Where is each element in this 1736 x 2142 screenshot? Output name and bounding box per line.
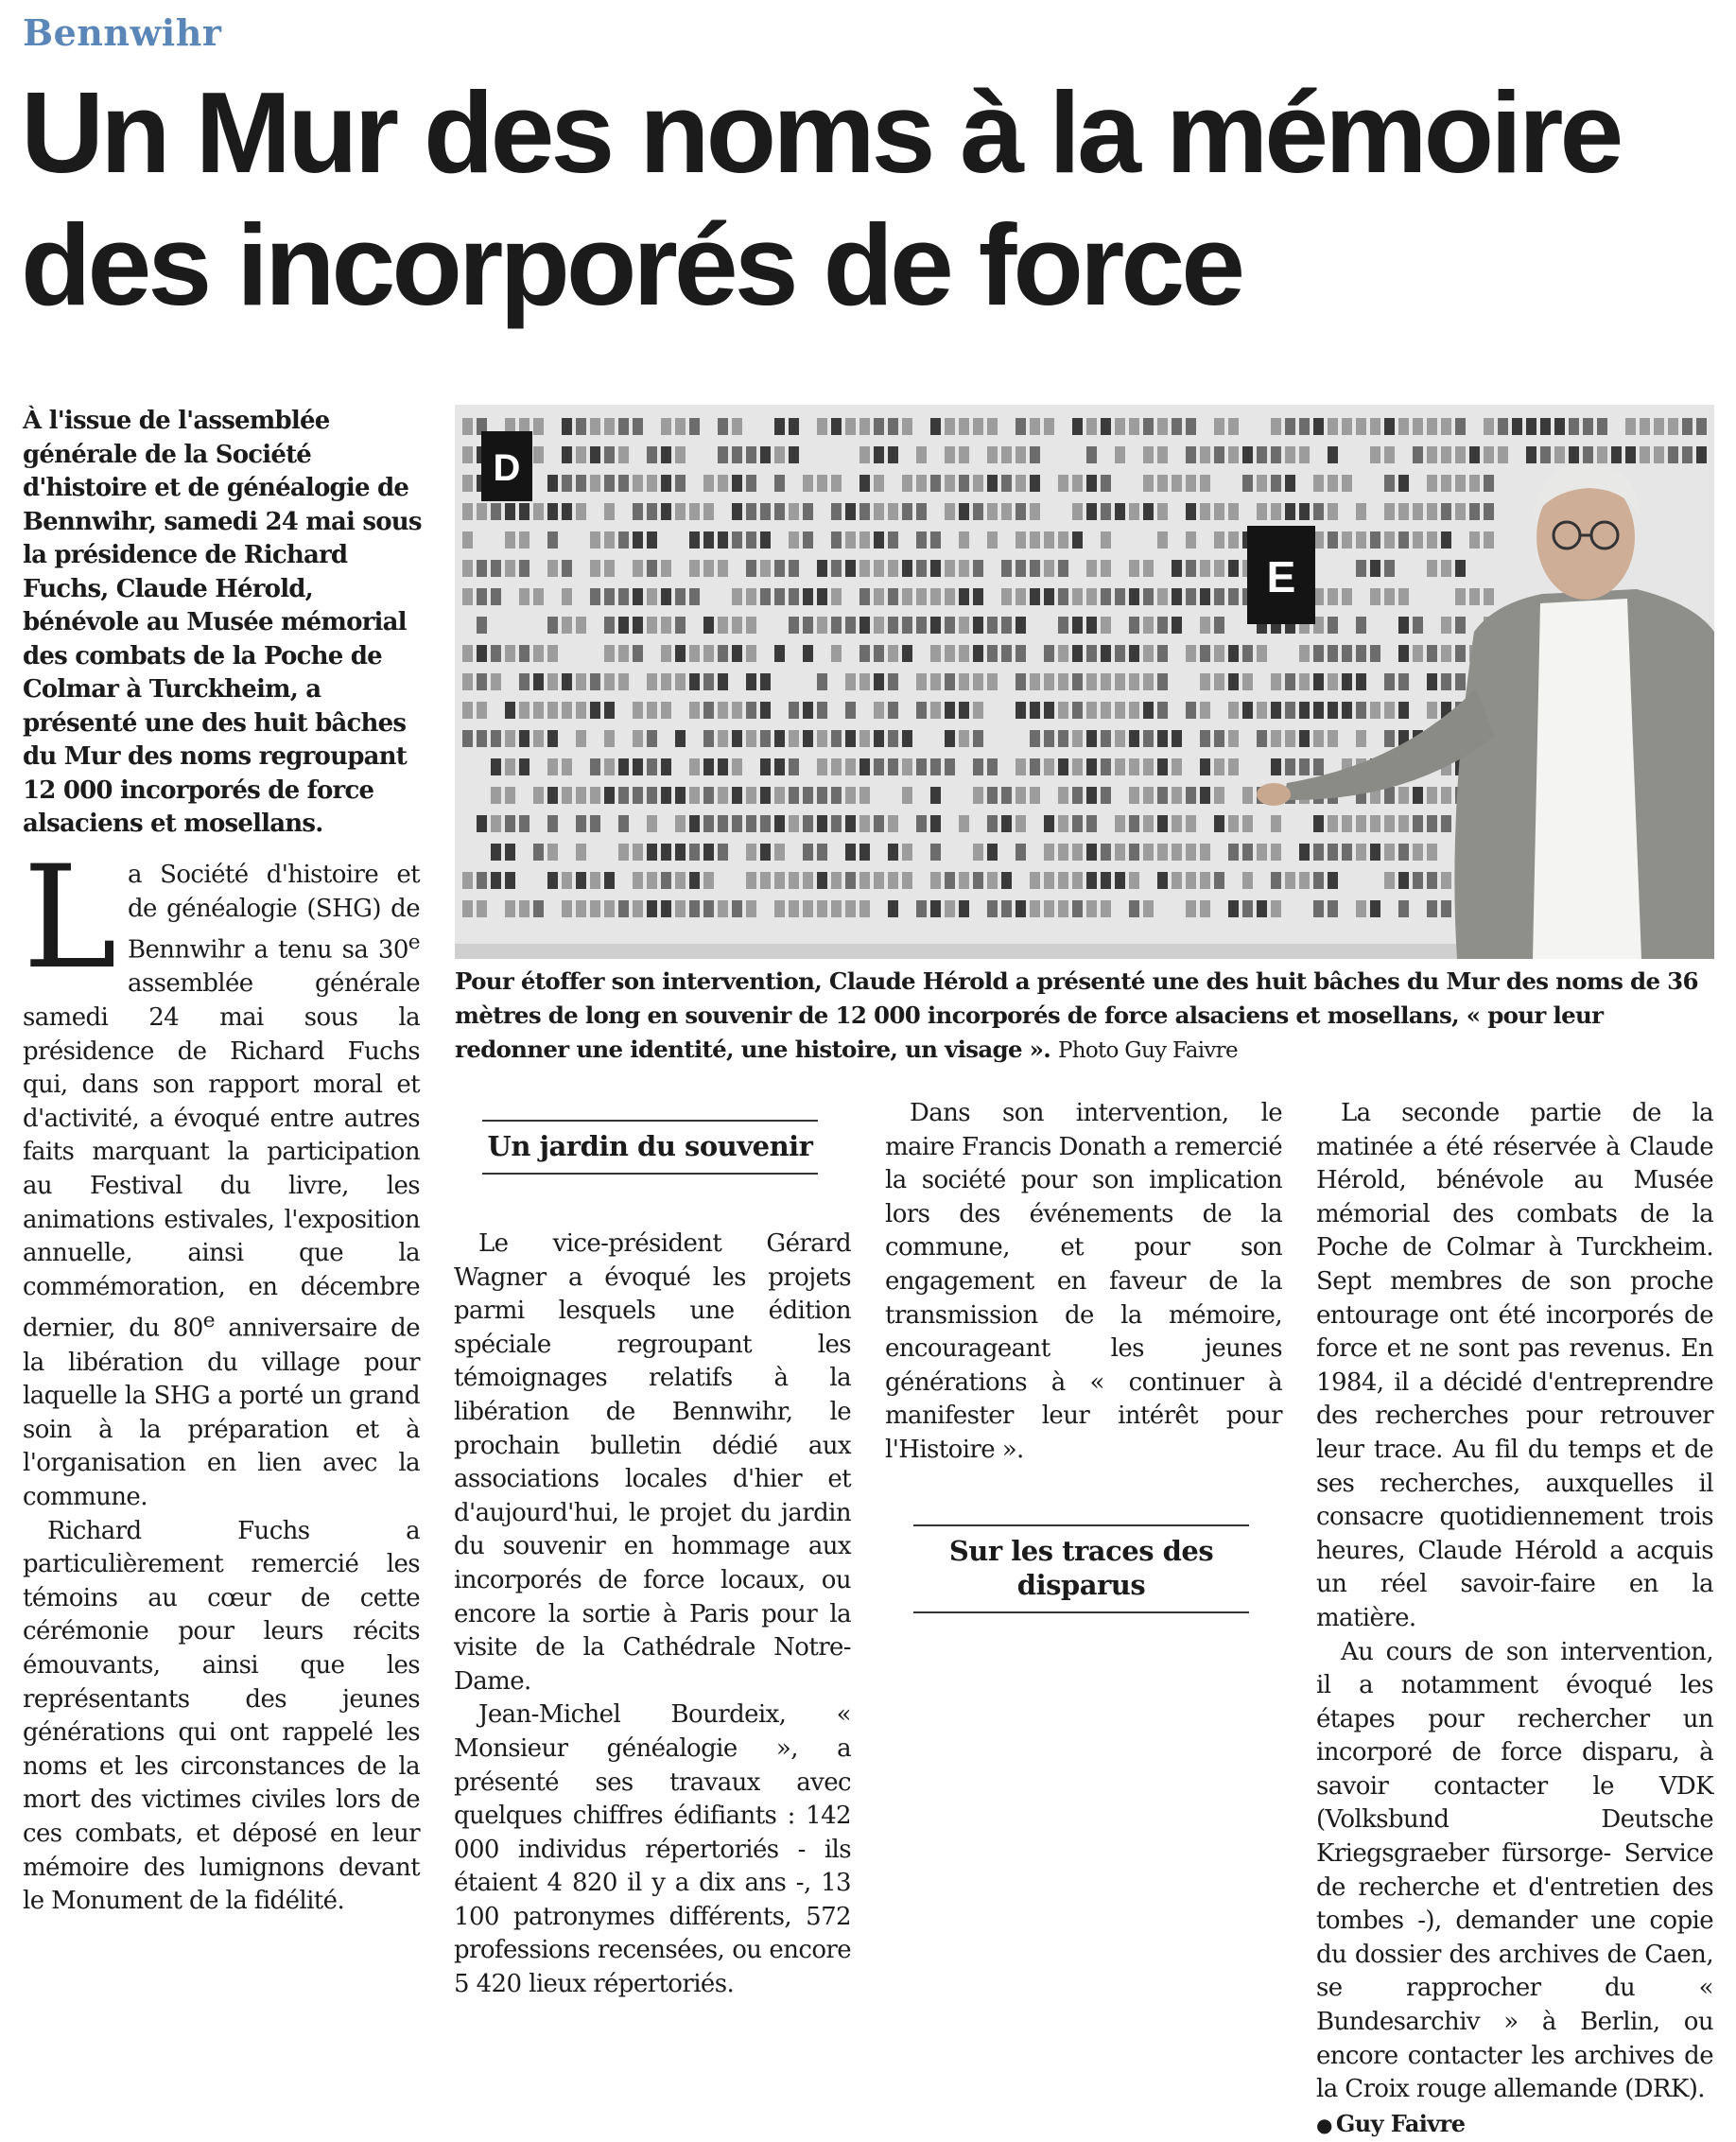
subheading-jardin: Un jardin du souvenir bbox=[482, 1120, 818, 1175]
body-paragraph-6: La seconde partie de la matinée a été réservée à Claude Hérold, bénévole au Musée mémorial des combats de la Poche de Colmar à Turckheim. Sept membres de son proche entourage ont été incorporés de force et ne sont pas revenus. En 1984, il a décidé d'entreprendre des recherches pour retrouver leur trace. Au fil du temps et de ses recherches, auxquelles il consacre quotidiennement trois heures, Claude Hérold a acquis un réel savoir-faire en la matière. bbox=[1316, 1099, 1713, 1632]
letter-e-panel bbox=[1247, 526, 1315, 624]
letter-e: E bbox=[1266, 552, 1296, 601]
letter-d-panel bbox=[481, 431, 532, 501]
article-photo bbox=[455, 405, 1714, 959]
paragraph-1-part-b: assemblée générale samedi 24 mai sous la présidence de Richard Fuchs qui, dans son rapport moral et d'activité, a évoqué entre autres faits marquant la participation au Festival du livre, les animations estivales, l'exposition annuelle, ainsi que la commémoration, en décembre dernier, du 80 bbox=[23, 969, 420, 1344]
body-column-2 bbox=[454, 1228, 851, 2002]
photo-caption bbox=[455, 965, 1714, 1068]
letter-d: D bbox=[493, 447, 521, 489]
caption-text: Pour étoffer son intervention, Claude Hérold a présenté une des huit bâches du Mur des noms de 36 mètres de long en souvenir de 12 000 incorporés de force alsaciens et mosellans, « pour leur redonner une identité, une histoire, un visage ». bbox=[455, 967, 1698, 1063]
body-column-4 bbox=[1316, 1097, 1713, 2142]
body-column-1 bbox=[23, 836, 420, 1919]
article-lead: À l'issue de l'assemblée générale de la Société d'histoire et de généalogie de Bennwihr, samedi 24 mai sous la présidence de Richard Fuchs, Claude Hérold, bénévole au Musée mémorial des combats de la Poche de Colmar à Turckheim, a présenté une des huit bâches du Mur des noms regroupant 12 000 incorporés de force alsaciens et mosellans. bbox=[23, 407, 422, 838]
ordinal-suffix-2: e bbox=[202, 1309, 215, 1333]
body-paragraph-7: Au cours de son intervention, il a notamment évoqué les étapes pour rechercher un incorporé de force disparu, à savoir contacter le VDK (Volksbund Deutsche Kriegsgraeber fürsorge- Service de recherche et d'entretien des tombes -), demander une copie du dossier des archives de Caen, se rapprocher du « Bundesarchiv » à Berlin, ou encore contacter les archives de la Croix rouge allemande (DRK). bbox=[1316, 1637, 1713, 2104]
paragraph-1-part-c: anniversaire de la libération du village pour laquelle la SHG a porté un grand soin à la préparation et à l'organisation en lien avec la commune. bbox=[23, 1315, 420, 1511]
body-paragraph-5: Dans son intervention, le maire Francis Donath a remercié la société pour son implication lors des événements de la commune, et pour son engagement en faveur de la transmission de la mémoire, encourageant les jeunes générations à « continuer à manifester leur intérêt pour l'Histoire ». bbox=[885, 1099, 1282, 1464]
article-headline: Un Mur des noms à la mémoire des incorporés de force bbox=[21, 68, 1621, 329]
bullet-dot-icon: ● bbox=[1316, 2113, 1332, 2136]
paragraph-1-part-a: a Société d'histoire et de généalogie (SHG) de Bennwihr a tenu sa 30 bbox=[128, 861, 420, 965]
body-paragraph-2: Richard Fuchs a particulièrement remercié les témoins au cœur de cette cérémonie pour leurs récits émouvants, ainsi que les représentants des jeunes générations qui ont rappelé les noms et les circonstances de la mort des victimes civiles lors de ces combats, et déposé en leur mémoire des lumignons devant le Monument de la fidélité. bbox=[23, 1516, 420, 1916]
drop-cap: L bbox=[23, 836, 117, 1001]
ordinal-suffix: e bbox=[408, 931, 420, 955]
body-paragraph-1 bbox=[23, 836, 420, 1515]
body-paragraph-4: Jean-Michel Bourdeix, « Monsieur généalogie », a présenté ses travaux avec quelques chiffres édifiants : 142 000 individus répertoriés - ils étaient 4 820 il y a dix ans -, 13 100 patronymes différents, 572 professions recensées, ou encore 5 420 lieux répertoriés. bbox=[454, 1700, 851, 1999]
photo-credit: Photo Guy Faivre bbox=[1057, 1038, 1238, 1063]
author-name: Guy Faivre bbox=[1335, 2109, 1466, 2137]
subheading-disparus: Sur les traces des disparus bbox=[913, 1524, 1249, 1613]
author-signature bbox=[1316, 2107, 1713, 2142]
body-column-3 bbox=[885, 1097, 1282, 1468]
body-paragraph-3: Le vice-président Gérard Wagner a évoqué les projets parmi lesquels une édition spéciale regroupant les témoignages relatifs à la libération de Bennwihr, le prochain bulletin dédié aux associations locales d'hier et d'aujourd'hui, le projet du jardin du souvenir en hommage aux incorporés de force locaux, ou encore la sortie à Paris pour la visite de la Cathédrale Notre-Dame. bbox=[454, 1229, 851, 1696]
article-kicker: Bennwihr bbox=[23, 11, 222, 54]
